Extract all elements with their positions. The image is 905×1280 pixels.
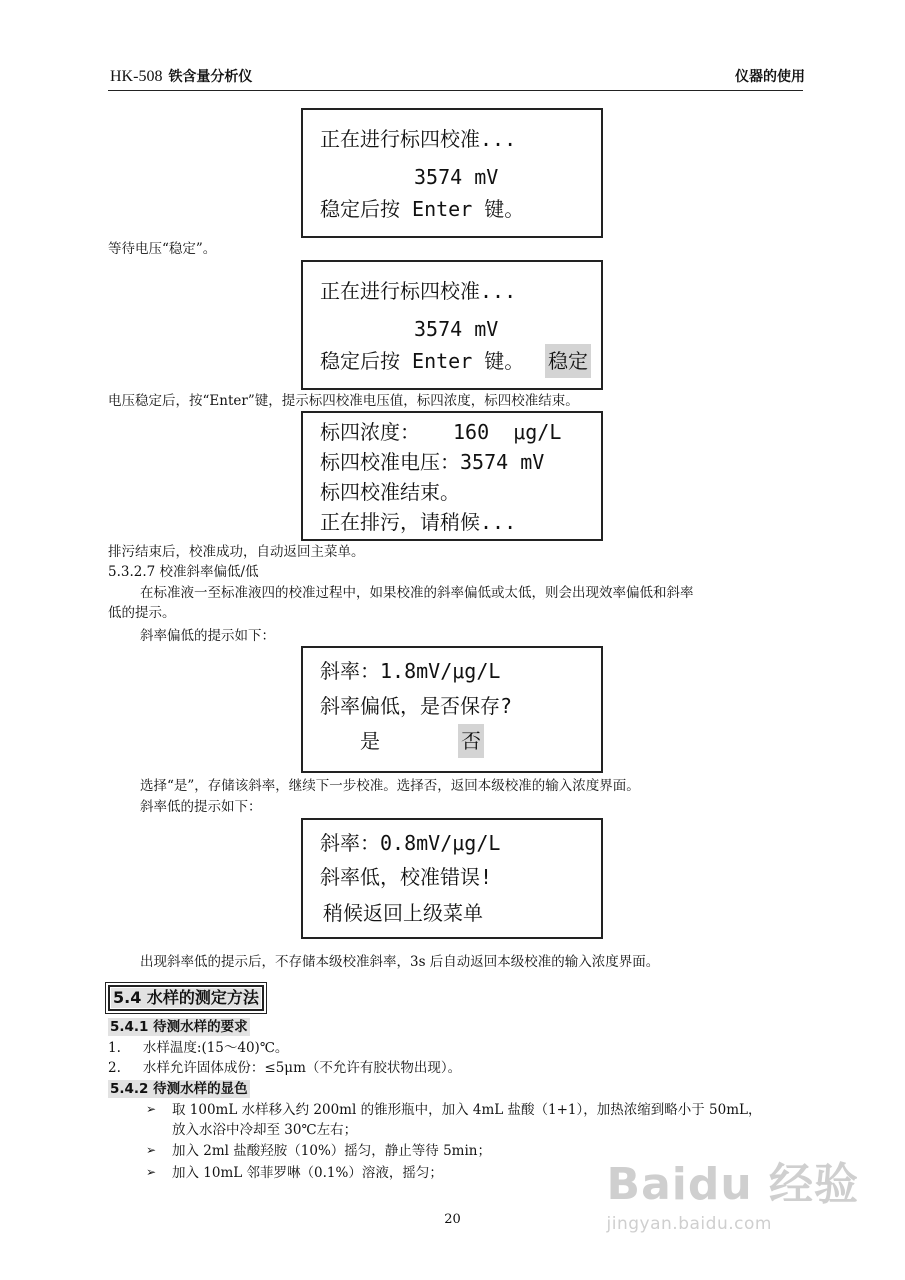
watermark-brand: Baidu 经验 bbox=[606, 1159, 859, 1210]
lcd-line: 斜率低，校准错误! bbox=[320, 865, 493, 889]
list-text: 放入水浴中冷却至 30℃左右； bbox=[172, 1122, 358, 1138]
paragraph: 等待电压“稳定”。 bbox=[108, 241, 217, 257]
list-number: 2. bbox=[108, 1060, 121, 1076]
lcd-slope: 斜率：0.8mV/μg/L bbox=[320, 831, 501, 855]
paragraph: 出现斜率低的提示后，不存储本级校准斜率，3s 后自动返回本级校准的输入浓度界面。 bbox=[140, 954, 660, 970]
lcd-screen-calibrating bbox=[301, 108, 603, 238]
lcd-line: 斜率偏低，是否保存? bbox=[320, 694, 513, 718]
section-heading bbox=[108, 985, 264, 1011]
lcd-line: 正在排污，请稍候... bbox=[320, 510, 517, 534]
paragraph: 排污结束后，校准成功，自动返回主菜单。 bbox=[108, 544, 365, 560]
lcd-screen-slope-error bbox=[301, 818, 603, 939]
lcd-screen-stable bbox=[301, 260, 603, 390]
lcd-line: 正在进行标四校准... bbox=[320, 127, 517, 151]
list-text: 水样温度:(15～40)℃。 bbox=[142, 1040, 289, 1056]
list-number: 1. bbox=[108, 1040, 121, 1056]
lcd-line: 稳定后按 Enter 键。 bbox=[320, 197, 525, 221]
subheading-water-requirements: 5.4.1 待测水样的要求 bbox=[110, 1019, 248, 1035]
lcd-line: 标四校准结束。 bbox=[320, 480, 460, 504]
stable-indicator: 稳定 bbox=[545, 344, 591, 378]
header-left bbox=[110, 66, 252, 86]
paragraph: 斜率偏低的提示如下： bbox=[140, 628, 275, 644]
list-text: 取 100mL 水样移入约 200ml 的锥形瓶中，加入 4mL 盐酸（1+1），加热浓缩到略小于 50mL， bbox=[172, 1102, 762, 1118]
model-name: HK-508 bbox=[110, 68, 163, 85]
chapter-title: 仪器的使用 bbox=[735, 69, 805, 85]
arrow-bullet-icon: ➢ bbox=[146, 1143, 157, 1157]
paragraph: 选择“是”，存储该斜率，继续下一步校准。选择否，返回本级校准的输入浓度界面。 bbox=[140, 778, 640, 794]
list-text: 水样允许固体成份：≤5μm（不允许有胶状物出现）。 bbox=[142, 1060, 462, 1076]
paragraph: 斜率低的提示如下： bbox=[140, 799, 262, 815]
lcd-concentration-label: 标四浓度： bbox=[320, 420, 420, 444]
subheading-color-development: 5.4.2 待测水样的显色 bbox=[110, 1081, 248, 1097]
arrow-bullet-icon: ➢ bbox=[146, 1165, 157, 1179]
section-title: 5.4 水样的测定方法 bbox=[113, 988, 259, 1007]
paragraph: 电压稳定后，按“Enter”键，提示标四校准电压值，标四浓度，标四校准结束。 bbox=[108, 393, 579, 409]
no-option[interactable]: 否 bbox=[458, 724, 484, 758]
watermark-url: jingyan.baidu.com bbox=[606, 1214, 772, 1234]
paragraph: 低的提示。 bbox=[108, 605, 176, 621]
subsection-heading: 5.3.2.7 校准斜率偏低/低 bbox=[108, 564, 259, 580]
lcd-voltage: 3574 mV bbox=[414, 317, 499, 341]
arrow-bullet-icon: ➢ bbox=[146, 1102, 157, 1116]
lcd-line: 标四校准电压：3574 mV bbox=[320, 450, 545, 474]
list-item bbox=[108, 1039, 288, 1057]
list-text: 加入 10mL 邻菲罗啉（0.1%）溶液，摇匀； bbox=[172, 1165, 443, 1181]
lcd-line: 稍候返回上级菜单 bbox=[323, 901, 483, 925]
lcd-concentration-value: 160 μg/L bbox=[453, 420, 562, 444]
yes-option[interactable]: 是 bbox=[360, 729, 380, 753]
lcd-screen-result bbox=[301, 411, 603, 541]
list-item bbox=[108, 1059, 461, 1077]
lcd-line: 正在进行标四校准... bbox=[320, 279, 517, 303]
lcd-screen-slope-low-warning bbox=[301, 646, 603, 773]
baidu-watermark bbox=[607, 1148, 859, 1234]
lcd-slope: 斜率：1.8mV/μg/L bbox=[320, 659, 501, 683]
header-divider bbox=[108, 90, 803, 91]
lcd-line: 稳定后按 Enter 键。 bbox=[320, 349, 525, 373]
page-number: 20 bbox=[444, 1212, 461, 1227]
lcd-voltage: 3574 mV bbox=[414, 165, 499, 189]
list-text: 加入 2ml 盐酸羟胺（10%）摇匀，静止等待 5min； bbox=[172, 1143, 491, 1159]
paragraph: 在标准液一至标准液四的校准过程中，如果校准的斜率偏低或太低，则会出现效率偏低和斜率 bbox=[140, 585, 694, 601]
product-name: 铁含量分析仪 bbox=[168, 69, 253, 85]
